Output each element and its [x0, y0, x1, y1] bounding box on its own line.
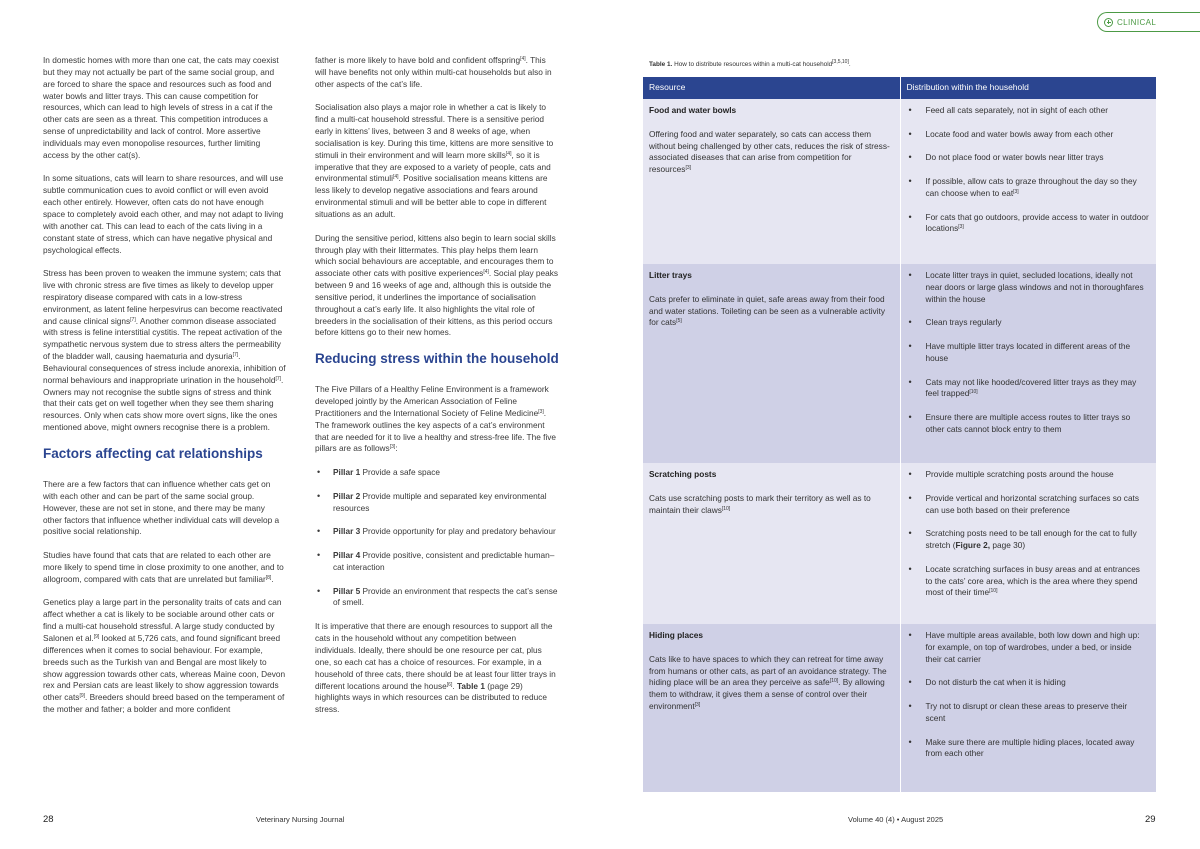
paragraph: It is imperative that there are enough resources to support all the cats in the household without any competition between individuals. Ideally, there should be one resource per cat, plus one, so each cat has a choice of resources. For example, in a household of three cats, there should be at least four litter trays in different locations around the house[6]. Table 1 (page 29) highlights ways in which resources can be distributed to reduce stress.	[315, 621, 556, 715]
citation: [7]	[130, 316, 136, 323]
list-item: • Pillar 1 Provide a safe space	[315, 467, 559, 479]
paragraph: In some situations, cats will learn to share resources, and will use subtle communication cues to avoid conflict or will even avoid each other entirely. However, often cats do not have enough space to completely avoid each other, and may not adapt to living with another cat. This can lead to each of the cats living in a constant state of stress, which can have negative physical and psychological effects.	[43, 173, 284, 255]
paragraph: Studies have found that cats that are related to each other are more likely to spend time in close proximity to one another, and to allogroom, compared with cats that are unrelated but familiar[8].	[43, 550, 284, 584]
paragraph: father is more likely to have bold and confident offspring[4]. This will have benefits not only within multi-cat households but also in other aspects of the cat’s life.	[315, 55, 552, 89]
distribution-list	[907, 630, 1150, 760]
list-item: • Pillar 4 Provide positive, consistent and predictable human–cat interaction	[315, 550, 559, 574]
distribution-list	[907, 469, 1150, 599]
list-item: • Have multiple litter trays located in different areas of the house	[907, 341, 1150, 365]
citation: [8]	[265, 574, 272, 581]
list-item: • Try not to disrupt or clean these areas to preserve their scent	[907, 701, 1150, 725]
list-item: • Cats may not like hooded/covered litter trays as they may feel trapped[10]	[907, 377, 1150, 401]
citation: [3]	[538, 408, 544, 415]
list-item: • Scratching posts need to be tall enough for the cat to fully stretch (Figure 2, page 30)	[907, 528, 1150, 552]
list-item: • Ensure there are multiple access routes to litter trays so other cats cannot block entry to them	[907, 412, 1150, 436]
list-item: • Locate scratching surfaces in busy areas and at entrances to the cats’ core area, which is the area where they spend most of their time[10]	[907, 564, 1150, 600]
paragraph: There are a few factors that can influence whether cats get on with each other and can be part of the same social group. However, these are not set in stone, and there may be many other factors that influence whether individual cats will develop a positive social relationship.	[43, 479, 280, 537]
citation: [6]	[446, 681, 453, 688]
column-header-distribution: Distribution within the household	[900, 77, 1156, 99]
list-item: • For cats that go outdoors, provide access to water in outdoor locations[3]	[907, 212, 1150, 236]
list-item: • Do not place food or water bowls near litter trays	[907, 152, 1150, 164]
resource-description: Cats use scratching posts to mark their territory as well as to maintain their claws[10]	[649, 492, 871, 515]
distribution-cell	[900, 624, 1156, 792]
list-item: • Do not disturb the cat when it is hiding	[907, 677, 1150, 689]
resource-name: Litter trays	[649, 270, 692, 280]
clinical-badge	[1097, 12, 1200, 32]
citation: [4]	[392, 174, 399, 181]
list-item: • Have multiple areas available, both low down and high up: for example, on top of wardrobes, under a bed, or inside their cat carrier	[907, 630, 1150, 666]
paragraph: Stress has been proven to weaken the immune system; cats that live with chronic stress are five times as likely to develop upper respiratory disease compared with cats in a low-stress environment, as latent feline herpesvirus can become reactivated and cause clinical signs[7]. Another common disease associated with stress is feline interstitial cystitis. The repeat activation of the sympathetic nervous system due to stress alters the permeability of the bladder wall, causing haematuria and dysuria[7]. Behavioural consequences of stress include anorexia, inhibition of normal behaviours and inappropriate urination in the household[7]. Owners may not recognise the subtle signs of stress and think that their cats get on well together when they see them sharing resources. Only when cats show more overt signs, like the ones mentioned above, might owners recognise there is a problem.	[43, 268, 286, 433]
list-item: • Locate food and water bowls away from each other	[907, 129, 1150, 141]
citation: [7]	[275, 375, 282, 382]
list-item: • Provide multiple scratching posts around the house	[907, 469, 1150, 481]
table-row	[643, 624, 1156, 792]
resource-description: Cats prefer to eliminate in quiet, safe areas away from their food and water stations. Toileting can be seen as a vulnerable activity for cats[5]	[649, 293, 885, 328]
distribution-list	[907, 270, 1150, 436]
page-number-right: 29	[1145, 814, 1156, 825]
issue-info: Volume 40 (4) • August 2025	[848, 815, 944, 824]
list-item: • Provide vertical and horizontal scratching surfaces so cats can use both based on their preference	[907, 493, 1150, 517]
paragraph: During the sensitive period, kittens also begin to learn social skills through play with their littermates. This play helps them learn which social behaviours are acceptable, and encourages them to associate other cats with positive experiences[4]. Social play peaks between 9 and 16 weeks of age and, although this is outside the sensitive period, it underlines the importance of socialisation throughout a cat’s early life. It also highlights the vital role of breeders in the socialisation of their kittens, as this period occurs before kittens go to their new homes.	[315, 232, 559, 338]
table-row	[643, 264, 1156, 463]
resource-description: Offering food and water separately, so cats can access them without being challenged by other cats, reduces the risk of stress-associated diseases that can arise from competition for resources[3]	[649, 128, 890, 175]
resource-name: Scratching posts	[649, 469, 717, 479]
list-item: • Clean trays regularly	[907, 317, 1150, 329]
badge-label: CLINICAL	[1117, 17, 1157, 27]
resource-cell	[643, 463, 900, 624]
column-header-resource: Resource	[643, 77, 900, 99]
paragraph: In domestic homes with more than one cat, the cats may coexist but they may not actually be part of the same social group, and are forced to share the space and resources such as food and water bowls and litter trays. This can cause competition for resources, which can lead to high levels of stress in a cat if the other cats are seen as a threat. This competition introduces a sense of unpredictability and lack of control. More assertive individuals may even monopolise resources, further limiting access by the other cat(s).	[43, 55, 279, 160]
paragraph: Genetics play a large part in the personality traits of cats and can affect whether a cat is likely to be sociable around other cats or find a multi-cat household stressful. A large study conducted by Salonen et al.[9] looked at 5,726 cats, and found significant breed differences when it comes to social behaviour. For example, breeds such as the Turkish van and Bengal are most likely to show aggression towards other cats, whereas Maine coon, Devon rex and Persian cats are least likely to show aggression towards other cats[9]. Breeders should breed based on the temperament of the mother and father; a bolder and more confident	[43, 597, 286, 715]
citation: [9]	[93, 633, 100, 640]
distribution-cell	[900, 99, 1156, 264]
citation: [4]	[483, 269, 489, 276]
list-item: • Pillar 3 Provide opportunity for play and predatory behaviour	[315, 526, 559, 538]
list-item: • Pillar 5 Provide an environment that respects the cat’s sense of smell.	[315, 586, 559, 610]
section-heading: Factors affecting cat relationships	[43, 446, 263, 461]
citation: [4]	[520, 56, 526, 62]
article-column-left	[43, 55, 286, 728]
plus-circle-icon	[1104, 18, 1113, 27]
citation: [9]	[79, 693, 85, 700]
list-item: • Pillar 2 Provide multiple and separated key environmental resources	[315, 491, 559, 515]
list-item: • If possible, allow cats to graze throughout the day so they can choose when to eat[3]	[907, 176, 1150, 200]
list-item: • Feed all cats separately, not in sight of each other	[907, 105, 1150, 117]
table-row	[643, 463, 1156, 624]
resource-name: Hiding places	[649, 630, 703, 640]
paragraph: The Five Pillars of a Healthy Feline Environment is a framework developed jointly by the American Association of Feline Practitioners and the International Society of Feline Medicine[3]. The framework outlines the key aspects of a cat’s environment that are needed for it to live a healthy and stress-free life. The five pillars are as follows[3]:	[315, 384, 557, 454]
resource-cell	[643, 624, 900, 792]
table-reference: Table 1	[456, 680, 485, 691]
distribution-cell	[900, 264, 1156, 463]
pillars-list	[315, 467, 559, 609]
citation: [4]	[505, 150, 512, 157]
table-row	[643, 99, 1156, 264]
resource-name: Food and water bowls	[649, 105, 737, 115]
list-item: • Make sure there are multiple hiding places, located away from each other	[907, 737, 1150, 761]
paragraph: Socialisation also plays a major role in whether a cat is likely to find a multi-cat household stressful. There is a sensitive period early in kittens’ lives, between 3 and 8 weeks of age, when socialisation is key. During this time, kittens are more sensitive to stimuli in their environment and will learn more skills[4], so it is imperative that they are exposed to a variety of people, cats and environmental stimuli[4]. Positive socialisation means kittens are less likely to develop negative associations and fears around environmental stimuli and will be better able to cope in different situations as an adult.	[315, 102, 554, 219]
resource-cell	[643, 99, 900, 264]
citation: [7]	[232, 352, 239, 359]
table-caption: Table 1. How to distribute resources within a multi-cat household[3,5,10].	[649, 59, 851, 68]
page-number-left: 28	[43, 814, 54, 825]
article-column-right	[315, 55, 559, 728]
table-header-row	[643, 77, 1156, 99]
distribution-list	[907, 105, 1150, 235]
journal-name: Veterinary Nursing Journal	[256, 815, 345, 824]
citation: [3]	[389, 444, 396, 451]
section-heading: Reducing stress within the household	[315, 351, 559, 367]
resource-cell	[643, 264, 900, 463]
resource-table	[643, 77, 1156, 792]
distribution-cell	[900, 463, 1156, 624]
list-item: • Locate litter trays in quiet, secluded locations, ideally not near doors or large glass windows and not in thoroughfares within the house	[907, 270, 1150, 306]
resource-description: Cats like to have spaces to which they can retreat for time away from humans or other cats, as part of an avoidance strategy. The hiding place will be an area they perceive as safe[10]. By allowing them to withdraw, it gives them a sense of control over their environment[3]	[649, 653, 887, 712]
